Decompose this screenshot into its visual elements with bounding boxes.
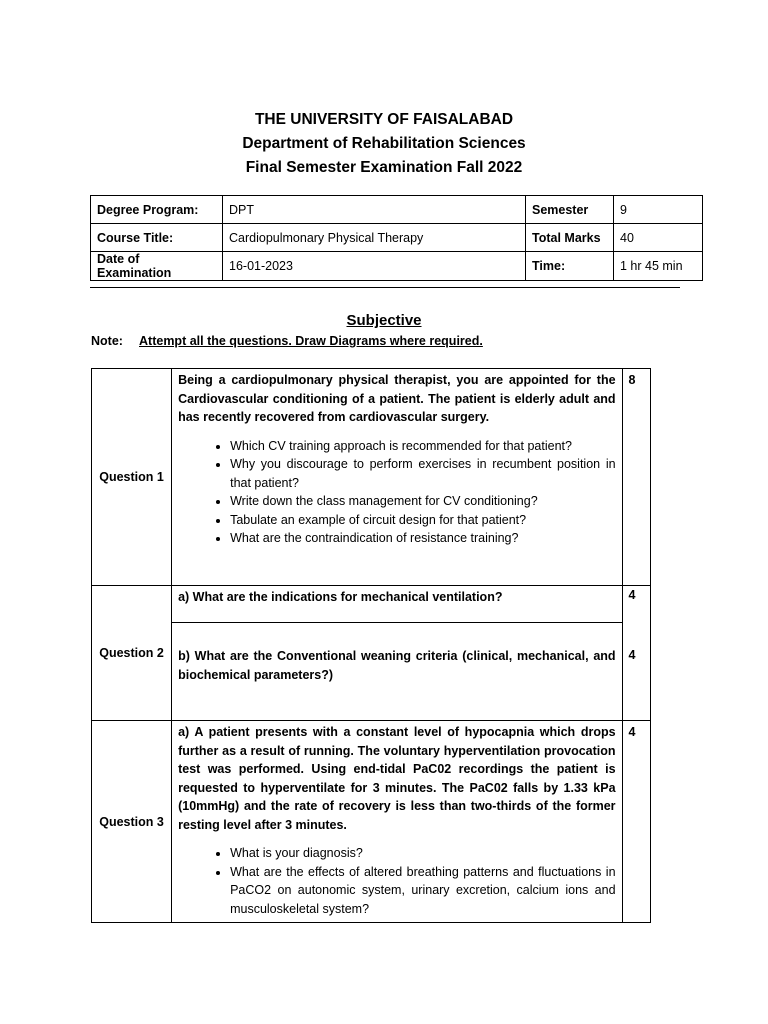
info-row (91, 196, 703, 224)
date-label: Date of Examination (91, 252, 223, 281)
note-label: Note: (91, 334, 123, 348)
question-bullet: • What are the effects of altered breathing patterns and fluctuations in PaCO2 on autonomic system, urinary excretion, calcium ions and musculoskeletal system? (230, 863, 615, 919)
questions-table (91, 368, 651, 923)
time-value: 1 hr 45 min (614, 252, 703, 281)
semester-value: 9 (614, 196, 703, 224)
question-marks (622, 586, 650, 721)
question-marks: 4 (622, 721, 650, 923)
question-body (172, 721, 622, 923)
question-bullet: • Write down the class management for CV conditioning? (230, 492, 615, 511)
question-bullets (178, 844, 615, 918)
question-label: Question 3 (92, 721, 172, 923)
question-part-a: a) What are the indications for mechanical ventilation? (172, 586, 621, 623)
question-part-b: b) What are the Conventional weaning criteria (clinical, mechanical, and biochemical parameters?) (178, 649, 616, 682)
marks-value: 40 (614, 224, 703, 252)
instruction-note (91, 334, 483, 348)
question-body (172, 586, 622, 721)
time-label: Time: (526, 252, 614, 281)
question-text: Being a cardiopulmonary physical therapist, you are appointed for the Cardiovascular conditioning of a patient. The patient is elderly adult and has recently recovered from cardiovascular surgery. (178, 373, 616, 424)
section-title: Subjective (346, 312, 422, 329)
marks-label: Total Marks (526, 224, 614, 252)
question-text: a) A patient presents with a constant level of hypocapnia which drops further as a result of running. The voluntary hyperventilation provocation test was performed. Using end-tidal PaC02 recordings the patient is requested to hyperventilate for 3 minutes. The PaC02 falls by 1.33 kPa (10mmHg) and the rate of recovery is less than two-thirds of the former resting level after 3 minutes. (178, 725, 616, 832)
question-body (172, 369, 622, 586)
part-a-marks: 4 (628, 588, 636, 602)
question-label: Question 2 (92, 586, 172, 721)
date-value: 16-01-2023 (223, 252, 526, 281)
part-b-marks: 4 (628, 648, 636, 662)
info-row (91, 252, 703, 281)
question-row (92, 586, 651, 721)
question-label: Question 1 (92, 369, 172, 586)
course-value: Cardiopulmonary Physical Therapy (223, 224, 526, 252)
degree-value: DPT (223, 196, 526, 224)
question-row (92, 721, 651, 923)
question-bullet: • Which CV training approach is recommended for that patient? (230, 437, 615, 456)
divider (90, 287, 680, 288)
question-bullets (178, 437, 615, 548)
question-bullet: • Tabulate an example of circuit design for that patient? (230, 511, 615, 530)
question-row (92, 369, 651, 586)
question-bullet: • What is your diagnosis? (230, 844, 615, 863)
university-name: THE UNIVERSITY OF FAISALABAD (254, 111, 514, 128)
exam-title: Final Semester Examination Fall 2022 (245, 159, 523, 176)
course-label: Course Title: (91, 224, 223, 252)
department-name: Department of Rehabilitation Sciences (242, 135, 526, 152)
question-bullet: • What are the contraindication of resistance training? (230, 529, 615, 548)
exam-info-table (90, 195, 703, 281)
info-row (91, 224, 703, 252)
degree-label: Degree Program: (91, 196, 223, 224)
question-bullet: • Why you discourage to perform exercises in recumbent position in that patient? (230, 455, 615, 492)
note-text: Attempt all the questions. Draw Diagrams where required. (139, 334, 483, 348)
semester-label: Semester (526, 196, 614, 224)
exam-header (0, 108, 768, 180)
question-marks: 8 (622, 369, 650, 586)
